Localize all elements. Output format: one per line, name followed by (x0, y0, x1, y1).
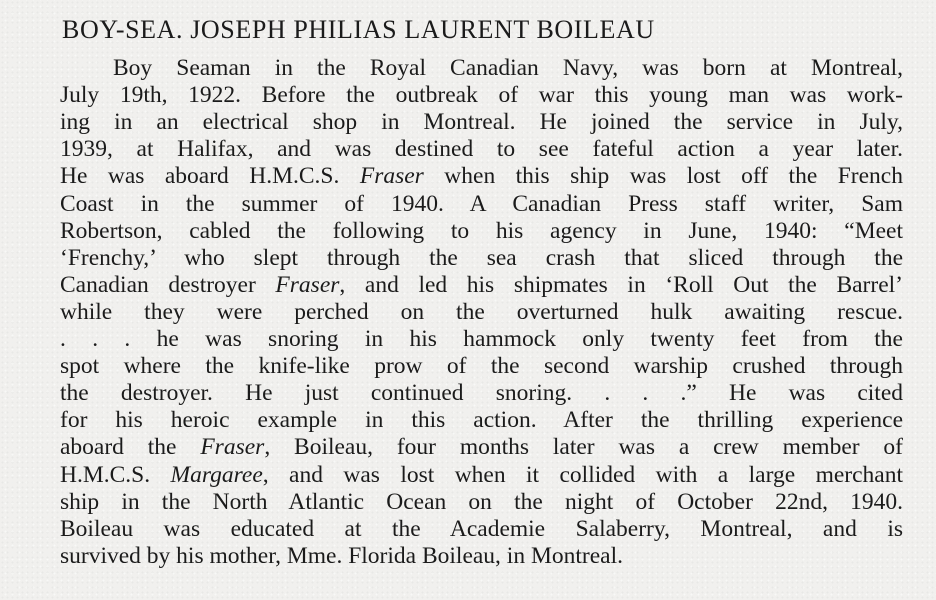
body-line: spot where the knife-like prow of the second warship crushed through (60, 353, 903, 380)
body-line: while they were perched on the overturned hulk awaiting rescue. (60, 298, 903, 325)
body-text-segment: , and was lost when it collided with a large merchant (262, 461, 903, 488)
body-line: for his heroic example in this action. After the thrilling experience (60, 407, 903, 434)
body-text-segment: H.M.C.S. (60, 461, 171, 488)
body-line: Robertson, cabled the following to his agency in June, 1940: “Meet (60, 217, 903, 244)
body-line: ‘Frenchy,’ who slept through the sea crash that sliced through the (60, 244, 903, 271)
ship-name-italic: Fraser (200, 434, 265, 461)
ship-name-italic: Fraser (275, 271, 340, 298)
body-line: ing in an electrical shop in Montreal. He joined the service in July, (60, 109, 903, 136)
body-line: Boy Seaman in the Royal Canadian Navy, was born at Montreal, (113, 55, 903, 81)
body-line (60, 462, 903, 489)
body-text-segment: Canadian destroyer (60, 271, 276, 298)
body-line (60, 272, 903, 299)
ship-name-italic: Fraser (359, 163, 424, 190)
body-line: 1939, at Halifax, and was destined to see fateful action a year later. (60, 136, 903, 163)
body-text-segment: , and led his shipmates in ‘Roll Out the Barrel’ (339, 271, 903, 298)
body-line (60, 163, 903, 190)
body-text-segment: when this ship was lost off the French (423, 163, 903, 190)
body-line: ship in the North Atlantic Ocean on the night of October 22nd, 1940. (60, 488, 903, 515)
body-text-segment: , Boileau, four months later was a crew member of (264, 434, 903, 461)
entry-heading: BOY-SEA. JOSEPH PHILIAS LAURENT BOILEAU (62, 15, 655, 44)
body-line: Boileau was educated at the Academie Salaberry, Montreal, and is (60, 515, 903, 542)
body-line: the destroyer. He just continued snoring. . . .” He was cited (60, 380, 903, 407)
body-line: survived by his mother, Mme. Florida Boileau, in Montreal. (60, 542, 623, 569)
body-line: July 19th, 1922. Before the outbreak of war this young man was work- (60, 82, 903, 109)
body-line: . . . he was snoring in his hammock only twenty feet from the (60, 326, 903, 352)
ship-name-italic: Margaree (170, 461, 263, 488)
body-text-segment: aboard the (60, 434, 201, 461)
body-line: Coast in the summer of 1940. A Canadian Press staff writer, Sam (60, 190, 903, 217)
body-text-segment: He was aboard H.M.C.S. (60, 163, 360, 190)
body-line (60, 434, 903, 461)
